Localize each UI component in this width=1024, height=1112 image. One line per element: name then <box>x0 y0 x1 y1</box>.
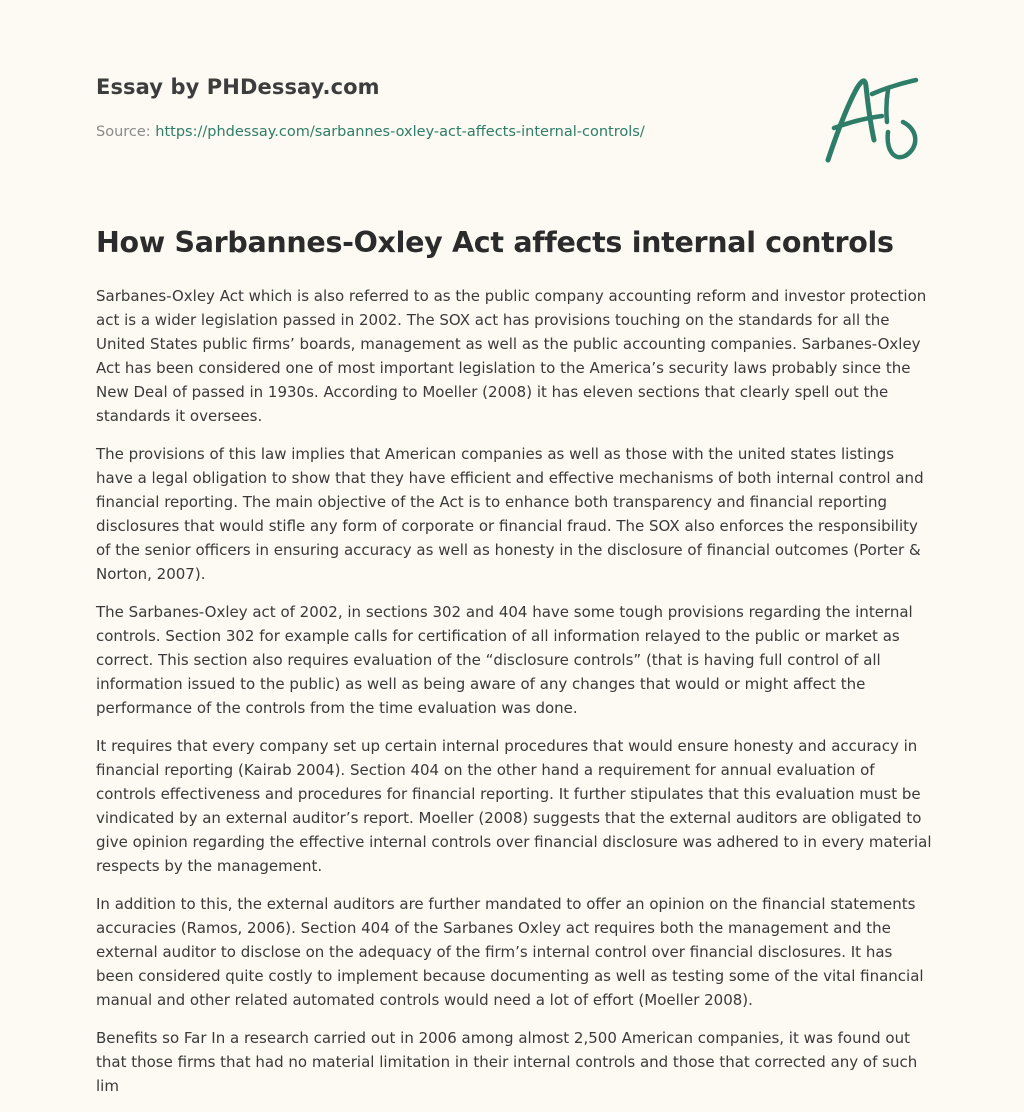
essay-paragraph-2: The provisions of this law implies that American companies as well as those with the united states listings have a legal obligation to show that they have efficient and effective mechanisms of both internal control and financial reporting. The main objective of the Act is to enhance both transparency and financial reporting disclosures that would stifle any form of corporate or financial fraud. The SOX also enforces the responsibility of the senior officers in ensuring accuracy as well as honesty in the disclosure of financial outcomes (Porter & Norton, 2007). <box>96 445 924 583</box>
source-line <box>96 124 645 140</box>
source-label: Source: <box>96 124 156 140</box>
essay-paragraph-5: In addition to this, the external auditors are further mandated to offer an opinion on the financial statements accuracies (Ramos, 2006). Section 404 of the Sarbanes Oxley act requires both the management and the external auditor to disclose on the adequacy of the firm’s internal control over financial disclosures. It has been considered quite costly to implement because documenting as well as testing some of the vital financial manual and other related automated controls would need a lot of effort (Moeller 2008). <box>96 895 924 1009</box>
site-brand: Essay by PHDessay.com <box>96 75 380 99</box>
essay-page <box>96 0 936 1100</box>
a-plus-grade-icon <box>824 66 928 168</box>
essay-paragraph-4: It requires that every company set up certain internal procedures that would ensure honesty and accuracy in financial reporting (Kairab 2004). Section 404 on the other hand a requirement for annual evaluation of controls effectiveness and procedures for financial reporting. It further stipulates that this evaluation must be vindicated by an external auditor’s report. Moeller (2008) suggests that the external auditors are obligated to give opinion regarding the effective internal controls over financial disclosure was adhered to in every material respects by the management. <box>96 737 932 875</box>
essay-paragraph-3: The Sarbanes-Oxley act of 2002, in sections 302 and 404 have some tough provisions regarding the internal controls. Section 302 for example calls for certification of all information relayed to the public or market as correct. This section also requires evaluation of the “disclosure controls” (that is having full control of all information issued to the public) as well as being aware of any changes that would or might affect the performance of the controls from the time evaluation was done. <box>96 603 913 717</box>
source-link[interactable]: https://phdessay.com/sarbannes-oxley-act-affects-internal-controls/ <box>155 124 645 140</box>
essay-paragraph-1: Sarbanes-Oxley Act which is also referred to as the public company accounting reform and investor protection act is a wider legislation passed in 2002. The SOX act has provisions touching on the standards for all the United States public firms’ boards, management as well as the public accounting companies. Sarbanes-Oxley Act has been considered one of most important legislation to the America’s security laws probably since the New Deal of passed in 1930s. According to Moeller (2008) it has eleven sections that clearly spell out the standards it oversees. <box>96 287 927 425</box>
essay-body <box>96 284 932 1112</box>
essay-title: How Sarbannes-Oxley Act affects internal controls <box>96 226 894 259</box>
essay-paragraph-6: Benefits so Far In a research carried out in 2006 among almost 2,500 American companies, it was found out that those firms that had no material limitation in their internal controls and those that corrected any of such lim <box>96 1029 918 1095</box>
